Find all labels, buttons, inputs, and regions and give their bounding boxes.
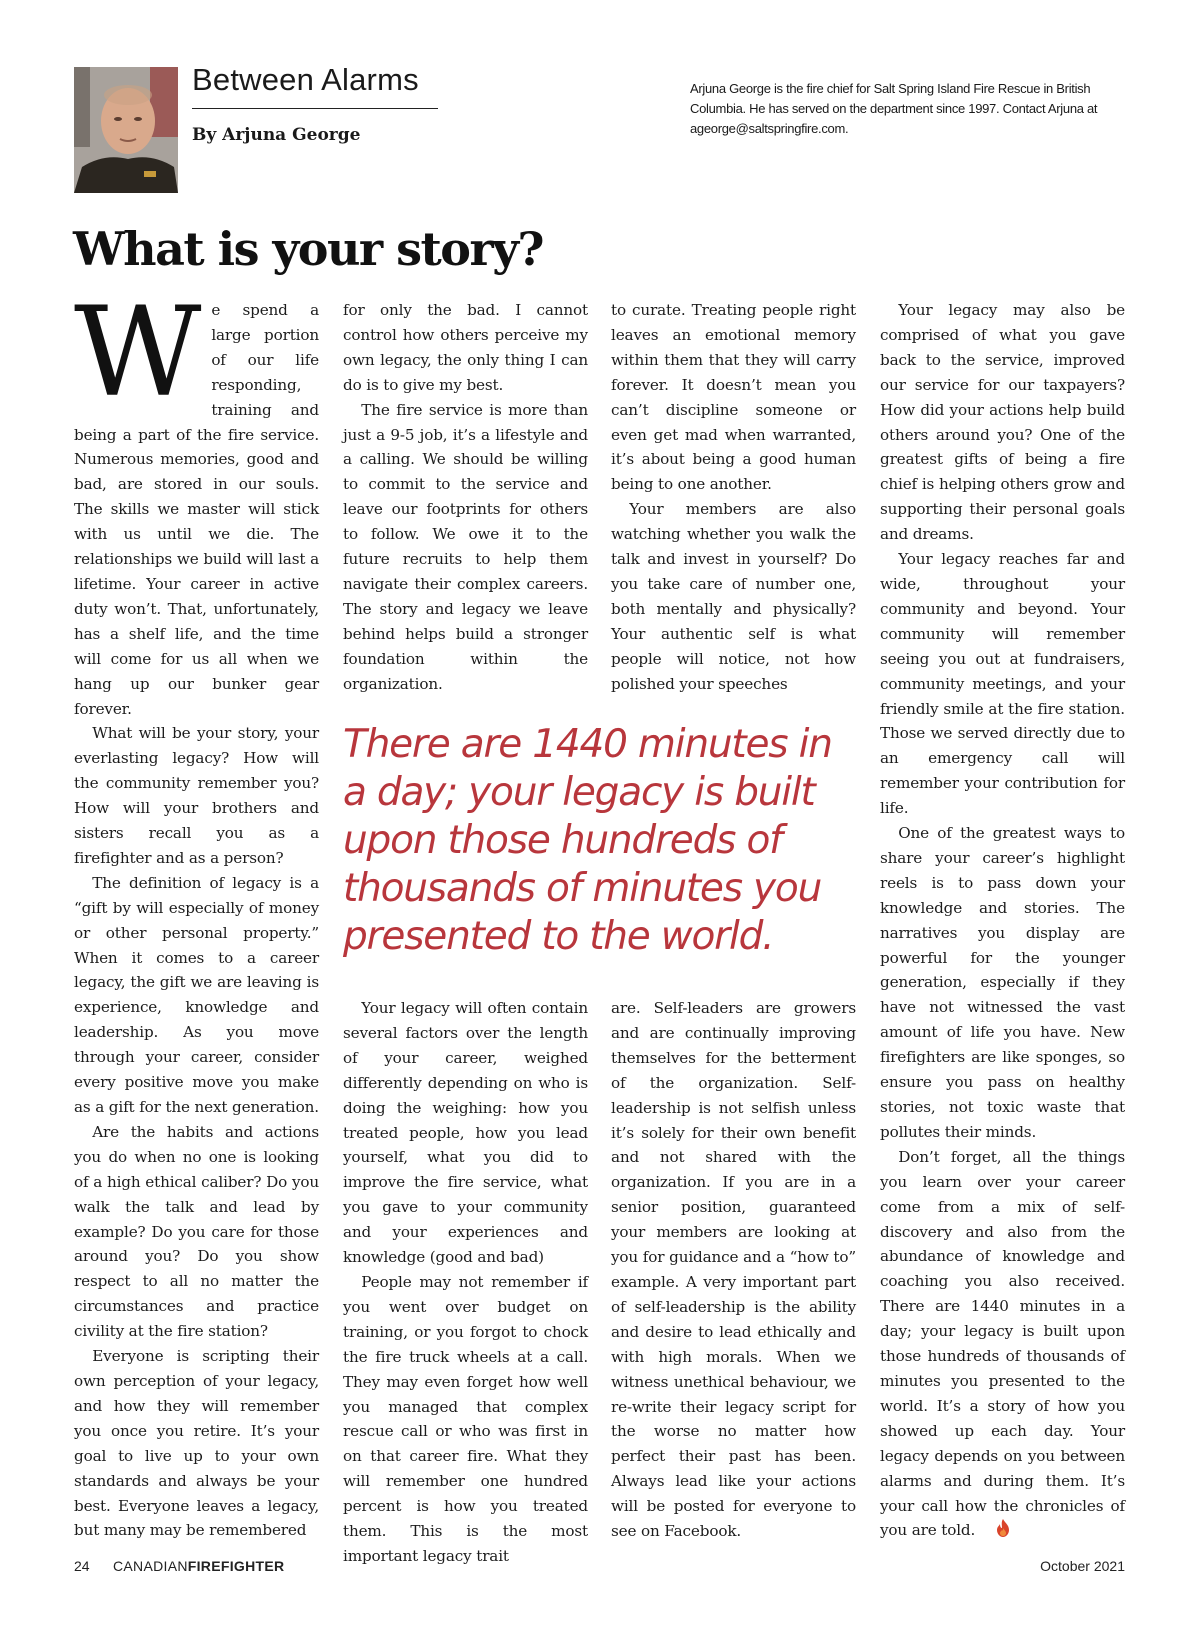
magazine-name-bold: FIREFIGHTER (187, 1558, 285, 1574)
paragraph: The fire service is more than just a 9-5 job, it’s a lifestyle and a calling. We should be willing to commit to the service and leave our footprints for others to follow. We owe it to the future recruits to help them navigate their complex careers. The story and legacy we leave behind helps build a stronger foundation within the organization. (343, 400, 588, 693)
paragraph: Your legacy may also be comprised of what you gave back to the service, improved our service for our taxpayers? How did your actions help build others around you? One of the greatest gifts of being a fire chief is helping others grow and supporting their personal goals and dreams. (880, 301, 1125, 544)
paragraph (880, 1145, 1125, 1544)
paragraph (74, 281, 319, 721)
article-column-1 (74, 281, 319, 1543)
paragraph: People may not remember if you went over budget on training, or you forgot to chock the fire truck wheels at a call. They may even forget how well you managed that complex rescue call or who was first in on that career fire. What they will remember one hundred percent is how you treated them. This is the most important legacy trait (343, 1272, 588, 1565)
article-column-2-top (343, 298, 588, 697)
flame-icon (978, 1519, 992, 1537)
page-number: 24 (74, 1558, 90, 1574)
article-column-3-top (611, 298, 856, 697)
paragraph: Are the habits and actions you do when no one is looking of a high ethical caliber? Do you walk the talk and lead by example? Do you care for those around you? Do you show respect to all no matter the circumstances and practice civility at the fire station? (74, 1122, 319, 1341)
paragraph: Everyone is scripting their own perception of your legacy, and how they will remember you once you retire. It’s your goal to live up to your own standards and always be your best. Everyone leaves a legacy, but many may be remembered (74, 1347, 319, 1540)
paragraph: The definition of legacy is a “gift by will especially of money or other personal property.” When it comes to a career legacy, the gift we are leaving is experience, knowledge and leadership. As you move through your career, consider every positive move you make as a gift for the next generation. (74, 873, 319, 1116)
author-bio: Arjuna George is the fire chief for Salt Spring Island Fire Rescue in British Columbia. He has served on the department since 1997. Contact Arjuna at ageorge@saltspringfire.com. (690, 81, 1098, 136)
drop-cap: W (74, 281, 202, 425)
paragraph-text: Don’t forget, all the things you learn over your career come from a mix of self-discovery and also from the abundance of knowledge and coaching you also received. There are 1440 minutes in a day; your legacy is built upon those hundreds of thousands of minutes you presented to the world. It’s a story of how you showed up each day. Your legacy depends on you between alarms and during them. It’s your call how the chronicles of you are told. (880, 1147, 1125, 1540)
magazine-name-prefix: CANADIAN (113, 1558, 188, 1574)
author-photo-illustration (74, 67, 178, 193)
paragraph: for only the bad. I cannot control how others perceive my own legacy, the only thing I can do is to give my best. (343, 301, 588, 394)
column-name: Between Alarms (192, 62, 419, 97)
article-column-4 (880, 298, 1125, 1543)
magazine-name (113, 1558, 284, 1574)
issue-date: October 2021 (1040, 1558, 1125, 1574)
paragraph: are. Self-leaders are growers and are continually improving themselves for the betterment of the organization. Self-leadership is not selfish unless it’s solely for their own benefit and not shared with the organization. If you are in a senior position, guaranteed your members are looking at you for guidance and a “how to” example. A very important part of self-leadership is the ability and desire to lead ethically and with high morals. When we witness unethical behaviour, we re-write their legacy script for the worse no matter how perfect their past has been. Always lead like your actions will be posted for everyone to see on Facebook. (611, 999, 856, 1541)
pull-quote: There are 1440 minutes in a day; your legacy is built upon those hundreds of thousands of minutes you presented to the world. (343, 722, 832, 959)
headline: What is your story? (73, 222, 543, 276)
article-column-2-bottom (343, 996, 588, 1569)
author-photo (74, 67, 178, 193)
paragraph-text: e spend a large portion of our life responding, training and being a part of the fire service. Numerous memories, good and bad, are stored in our souls. The skills we master will stick with us until we die. The relationships we build will last a lifetime. Your career in active duty won’t. That, unfortunately, has a shelf life, and the time will come for us all when we hang up our bunker gear forever. (74, 301, 319, 718)
column-name-rule (192, 108, 438, 109)
paragraph: to curate. Treating people right leaves an emotional memory within them that they will carry forever. It doesn’t mean you can’t discipline someone or even get mad when warranted, it’s about being a good human being to one another. (611, 301, 856, 494)
paragraph: What will be your story, your everlasting legacy? How will the community remember you? How will your brothers and sisters recall you as a firefighter and as a person? (74, 724, 319, 867)
paragraph: Your members are also watching whether you walk the talk and invest in yourself? Do you take care of number one, both mentally and physically? Your authentic self is what people will notice, not how polished your speeches (611, 500, 856, 693)
paragraph: One of the greatest ways to share your career’s highlight reels is to pass down your knowledge and stories. The narratives you display are powerful for the younger generation, especially if they have not witnessed the vast amount of life you have. New firefighters are like sponges, so ensure you pass on healthy stories, not toxic waste that pollutes their minds. (880, 824, 1125, 1141)
byline: By Arjuna George (192, 125, 361, 145)
paragraph: Your legacy reaches far and wide, throughout your community and beyond. Your community will remember seeing you out at fundraisers, community meetings, and your friendly smile at the fire station. Those we served directly due to an emergency call will remember your contribution for life. (880, 550, 1125, 818)
paragraph: Your legacy will often contain several factors over the length of your career, weighed differently depending on who is doing the weighing: how you treated people, how you lead yourself, what you did to improve the fire service, what you gave to your community and your experiences and knowledge (good and bad) (343, 999, 588, 1267)
article-column-3-bottom (611, 996, 856, 1544)
